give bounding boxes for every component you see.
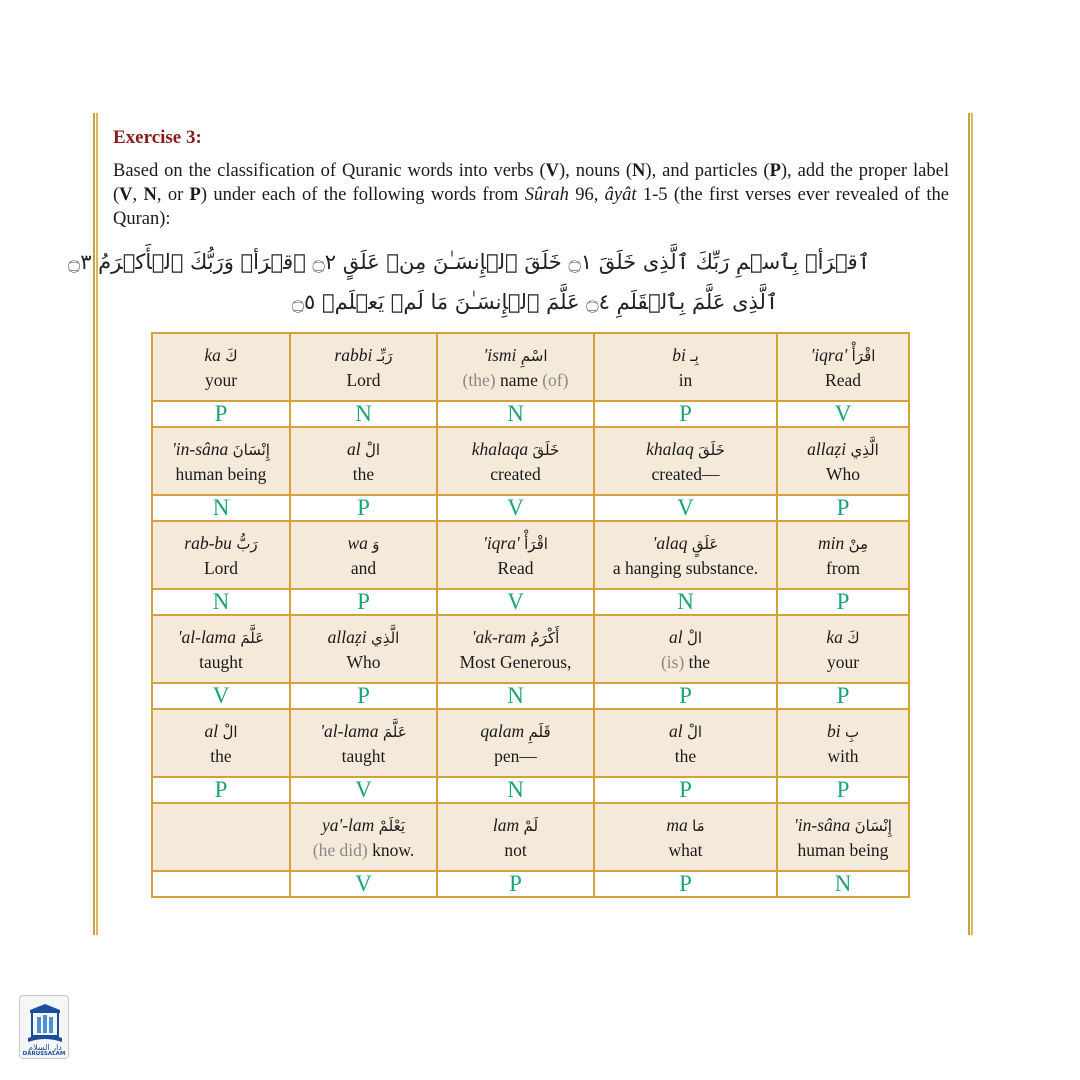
word-transliteration: 'al-lama عَلَّمَ [320, 720, 407, 741]
word-type-label: N [777, 871, 909, 897]
verse-line-1: ٱقۡرَأۡ بِٱسۡمِ رَبِّكَ ٱلَّذِى خَلَقَ ۝١ خَلَقَ ٱلۡإِنسَـٰنَ مِنۡ عَلَقٍ ۝٢ ٱقۡرَأۡ وَرَبُّكَ ٱلۡأَكۡرَمُ ۝٣ [67, 250, 870, 274]
arabic-word: رَبِّـ [376, 346, 393, 365]
word-cell [290, 521, 437, 589]
word-transliteration: 'ismi اسْمِ [483, 344, 548, 365]
word-cell [290, 709, 437, 777]
arabic-word: الَّذِي [850, 440, 879, 459]
word-meaning: the [674, 745, 697, 766]
word-transliteration: bi بِـ [672, 344, 699, 365]
arabic-word: الَّذِي [370, 628, 400, 647]
arabic-word: خَلَقَ [532, 440, 560, 459]
label-row [152, 777, 909, 803]
word-cell [152, 333, 290, 401]
arabic-word: اسْمِ [520, 346, 548, 365]
word-cell [777, 709, 909, 777]
word-cell [152, 709, 290, 777]
label-row [152, 495, 909, 521]
arabic-word: الْ [222, 722, 238, 741]
word-meaning: a hanging substance. [612, 557, 759, 578]
arabic-word: الْ [686, 628, 703, 647]
word-meaning: the [352, 463, 375, 484]
arabic-word: الْ [686, 722, 703, 741]
word-row [152, 803, 909, 871]
word-transliteration: allaẓi الَّذِي [807, 438, 879, 459]
word-type-label: P [777, 589, 909, 615]
arabic-word: بِـ [690, 346, 699, 365]
exercise-title: Exercise 3: [113, 127, 202, 148]
arabic-word: خَلَقَ [698, 440, 725, 459]
word-cell [777, 803, 909, 871]
quran-verses [67, 242, 870, 322]
word-transliteration: 'in-sâna إِنْسَانَ [794, 814, 892, 835]
word-type-label: N [437, 777, 594, 803]
word-meaning: what [668, 839, 703, 860]
word-cell [594, 709, 777, 777]
word-type-label: V [437, 589, 594, 615]
label-row [152, 683, 909, 709]
word-meaning: in [678, 369, 693, 390]
word-type-label: P [290, 683, 437, 709]
word-transliteration: wa وَ [347, 532, 380, 553]
word-transliteration: ma مَا [666, 814, 705, 835]
arabic-word: مِنْ [848, 534, 869, 553]
arabic-word: وَ [372, 534, 380, 553]
word-transliteration: 'iqra' اقْرَأْ [483, 532, 548, 553]
word-meaning: (the) name (of) [462, 369, 569, 390]
arabic-word: يَعْلَمْ [378, 816, 406, 835]
word-transliteration: allaẓi الَّذِي [327, 626, 400, 647]
word-meaning: Lord [346, 369, 381, 390]
word-cell [594, 615, 777, 683]
word-type-label: P [594, 683, 777, 709]
verse-line-2: ٱلَّذِى عَلَّمَ بِٱلۡقَلَمِ ۝٤ عَلَّمَ ٱلۡإِنسَـٰنَ مَا لَمۡ يَعۡلَمۡ ۝٥ [291, 290, 779, 314]
word-meaning: with [827, 745, 859, 766]
word-type-label: P [594, 777, 777, 803]
word-row [152, 333, 909, 401]
word-transliteration: lam لَمْ [492, 814, 539, 835]
word-type-label: N [152, 589, 290, 615]
word-cell [152, 521, 290, 589]
word-meaning: the [210, 745, 232, 766]
logo-text: DARUSSALAM [22, 1051, 66, 1057]
word-meaning: Lord [203, 557, 239, 578]
darussalam-logo [19, 995, 69, 1059]
word-transliteration: 'iqra' اقْرَأْ [810, 344, 876, 365]
word-transliteration: bi بِ [826, 720, 860, 741]
word-cell [777, 615, 909, 683]
svg-text:دار السلام: دار السلام [28, 1043, 62, 1052]
word-meaning: human being [175, 463, 267, 484]
word-type-label: P [152, 401, 290, 427]
word-cell [290, 615, 437, 683]
word-cell [594, 803, 777, 871]
arabic-word: رَبُّ [236, 534, 258, 553]
word-type-label: P [290, 495, 437, 521]
word-type-label: P [777, 495, 909, 521]
arabic-word: الْ [364, 440, 381, 459]
word-transliteration: qalam قَلَمِ [480, 720, 551, 741]
word-cell [594, 333, 777, 401]
word-transliteration: 'al-lama عَلَّمَ [177, 626, 265, 647]
right-border-rule [968, 113, 973, 935]
word-type-label: P [777, 777, 909, 803]
word-cell [437, 709, 594, 777]
word-cell [290, 803, 437, 871]
word-transliteration: khalaqa خَلَقَ [471, 438, 560, 459]
word-cell [594, 427, 777, 495]
arabic-word: عَلَّمَ [382, 722, 407, 741]
word-type-label: P [437, 871, 594, 897]
word-meaning: human being [797, 839, 889, 860]
word-classification-table [151, 332, 910, 898]
word-type-label: V [777, 401, 909, 427]
word-meaning: pen— [494, 745, 537, 766]
word-type-label: V [594, 495, 777, 521]
word-transliteration: ka كَ [204, 344, 238, 365]
label-row [152, 401, 909, 427]
arabic-word: كَ [847, 628, 860, 647]
word-cell [152, 427, 290, 495]
book-building-logo-icon [20, 996, 69, 1059]
word-type-label: N [594, 589, 777, 615]
arabic-word: كَ [225, 346, 238, 365]
word-cell [437, 803, 594, 871]
word-cell [437, 427, 594, 495]
word-type-label: V [437, 495, 594, 521]
word-transliteration: ya'-lam يَعْلَمْ [321, 814, 406, 835]
word-cell [437, 333, 594, 401]
word-type-label: P [594, 401, 777, 427]
word-transliteration: ka كَ [826, 626, 860, 647]
word-row [152, 427, 909, 495]
word-cell [290, 333, 437, 401]
word-transliteration: khalaq خَلَقَ [646, 438, 725, 459]
word-meaning: your [204, 369, 238, 390]
word-row [152, 521, 909, 589]
arabic-word: عَلَقٍ [691, 534, 719, 553]
word-cell [152, 803, 290, 871]
word-cell [777, 521, 909, 589]
word-type-label: V [152, 683, 290, 709]
word-cell [437, 521, 594, 589]
word-type-label: N [152, 495, 290, 521]
word-transliteration: al الْ [204, 720, 238, 741]
word-meaning: your [826, 651, 860, 672]
word-transliteration: 'ak-ram أَكْرَمُ [471, 626, 560, 647]
word-meaning: Who [346, 651, 381, 672]
word-cell [437, 615, 594, 683]
label-row [152, 871, 909, 897]
word-transliteration: 'alaq عَلَقٍ [652, 532, 719, 553]
word-meaning: not [504, 839, 527, 860]
word-transliteration: rab-bu رَبُّ [184, 532, 258, 553]
arabic-word: لَمْ [523, 816, 539, 835]
word-transliteration: al الْ [346, 438, 381, 459]
word-meaning: created [490, 463, 541, 484]
word-transliteration: 'in-sâna إِنْسَانَ [172, 438, 270, 459]
arabic-word: أَكْرَمُ [530, 628, 560, 647]
word-meaning: (he did) know. [312, 839, 415, 860]
word-meaning: Who [825, 463, 861, 484]
word-type-label: P [594, 871, 777, 897]
word-cell [152, 615, 290, 683]
exercise-instructions: Based on the classification of Quranic words into verbs (V), nouns (N), and particles (P), add the proper label (V, N, or P) under each of the following words from Sûrah 96, âyât 1-5 (the first verses ever revealed of the Quran): [113, 161, 950, 229]
word-transliteration: min مِنْ [817, 532, 869, 553]
word-transliteration: al الْ [668, 720, 703, 741]
word-meaning: from [825, 557, 861, 578]
word-meaning: Read [825, 369, 861, 390]
arabic-word: اقْرَأْ [524, 534, 548, 553]
arabic-word: إِنْسَانَ [232, 440, 270, 459]
word-type-label: P [290, 589, 437, 615]
arabic-word: مَا [692, 816, 705, 835]
word-transliteration: al الْ [668, 626, 703, 647]
word-row [152, 709, 909, 777]
word-cell [777, 427, 909, 495]
word-cell [777, 333, 909, 401]
arabic-word: بِ [844, 722, 860, 741]
word-type-label: N [437, 683, 594, 709]
arabic-word: قَلَمِ [528, 722, 551, 741]
word-type-label [152, 871, 290, 897]
word-cell [290, 427, 437, 495]
word-cell [594, 521, 777, 589]
word-meaning: taught [199, 651, 243, 672]
word-meaning: Most Generous, [459, 651, 572, 672]
word-type-label: V [290, 777, 437, 803]
word-meaning: created— [651, 463, 720, 484]
arabic-word: اقْرَأْ [851, 346, 876, 365]
word-meaning: Read [497, 557, 534, 578]
label-row [152, 589, 909, 615]
word-type-label: N [290, 401, 437, 427]
word-meaning: and [350, 557, 377, 578]
word-type-label: N [437, 401, 594, 427]
word-meaning: taught [341, 745, 386, 766]
word-type-label: P [777, 683, 909, 709]
word-type-label: P [152, 777, 290, 803]
arabic-word: عَلَّمَ [240, 628, 265, 647]
word-meaning: (is) the [660, 651, 711, 672]
word-transliteration: rabbi رَبِّـ [334, 344, 393, 365]
arabic-word: إِنْسَانَ [854, 816, 892, 835]
word-row [152, 615, 909, 683]
left-border-rule [93, 113, 98, 935]
word-type-label: V [290, 871, 437, 897]
